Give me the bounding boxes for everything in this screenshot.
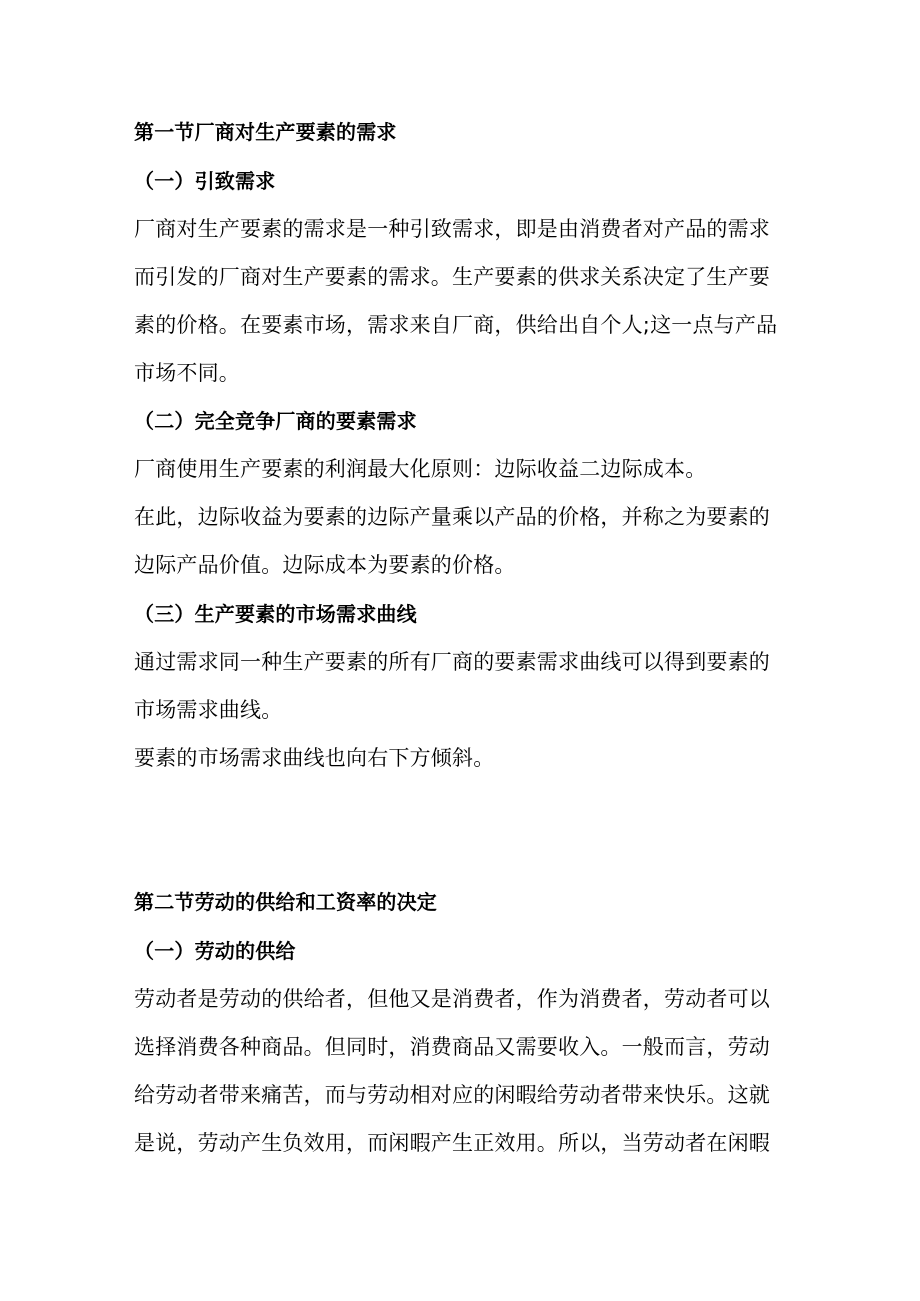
section-2-title: 第二节劳动的供给和工资率的决定 bbox=[134, 890, 437, 914]
paragraph-line: 市场不同。 bbox=[134, 361, 240, 385]
paragraph-line: 给劳动者带来痛苦，而与劳动相对应的闲暇给劳动者带来快乐。这就 bbox=[134, 1083, 770, 1107]
section-2-sub-1-heading: （一）劳动的供给 bbox=[134, 939, 296, 963]
section-1-sub-1-heading: （一）引致需求 bbox=[134, 169, 276, 193]
paragraph-line: 边际产品价值。边际成本为要素的价格。 bbox=[134, 553, 516, 577]
section-1-sub-3-heading: （三）生产要素的市场需求曲线 bbox=[134, 602, 417, 626]
paragraph-line: 是说，劳动产生负效用，而闲暇产生正效用。所以，当劳动者在闲暇 bbox=[134, 1131, 770, 1155]
paragraph-line: 厂商对生产要素的需求是一种引致需求，即是由消费者对产品的需求 bbox=[134, 217, 770, 241]
section-1-sub-2-heading: （二）完全竞争厂商的要素需求 bbox=[134, 409, 417, 433]
paragraph-line: 通过需求同一种生产要素的所有厂商的要素需求曲线可以得到要素的 bbox=[134, 650, 770, 674]
paragraph-line: 而引发的厂商对生产要素的需求。生产要素的供求关系决定了生产要 bbox=[134, 265, 770, 289]
paragraph-line: 劳动者是劳动的供给者，但他又是消费者，作为消费者，劳动者可以 bbox=[134, 987, 770, 1011]
paragraph-line: 厂商使用生产要素的利润最大化原则：边际收益二边际成本。 bbox=[134, 457, 707, 481]
paragraph-line: 在此，边际收益为要素的边际产量乘以产品的价格，并称之为要素的 bbox=[134, 505, 770, 529]
paragraph-line: 素的价格。在要素市场，需求来自厂商，供给出自个人;这一点与产品 bbox=[134, 313, 778, 337]
section-1-title: 第一节厂商对生产要素的需求 bbox=[134, 120, 397, 144]
paragraph-line: 要素的市场需求曲线也向右下方倾斜。 bbox=[134, 746, 495, 770]
paragraph-line: 选择消费各种商品。但同时，消费商品又需要收入。一般而言，劳动 bbox=[134, 1035, 770, 1059]
paragraph-line: 市场需求曲线。 bbox=[134, 698, 283, 722]
